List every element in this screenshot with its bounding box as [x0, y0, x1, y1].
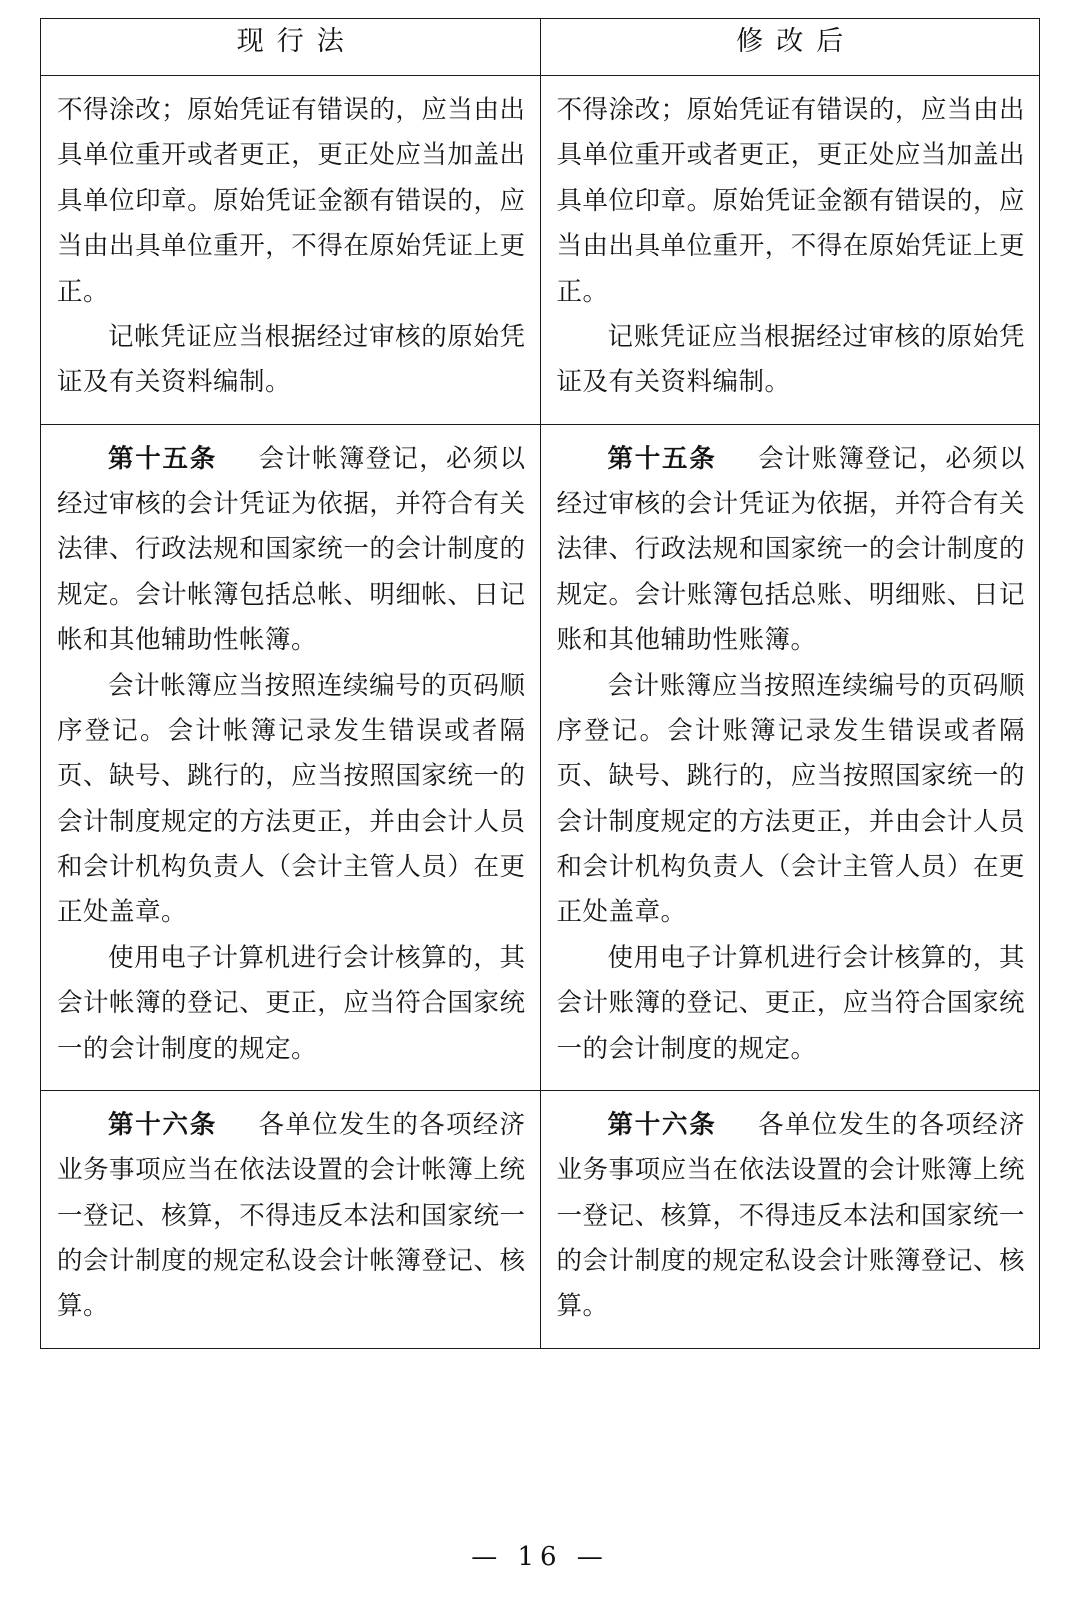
paragraph [557, 437, 1026, 664]
paragraph [57, 1103, 526, 1330]
cell-current-continued [41, 76, 541, 425]
cell-amended-article-fifteen [540, 424, 1040, 1090]
paragraph-text: 会计账簿登记，必须以经过审核的会计凭证为依据，并符合有关法律、行政法规和国家统一的会计制度的规定。会计账簿包括总账、明细账、日记账和其他辅助性账簿。 [556, 443, 1025, 656]
paragraph: 记账凭证应当根据经过审核的原始凭证及有关资料编制。 [556, 321, 1025, 398]
cell-amended-article-sixteen [540, 1090, 1040, 1348]
article-label: 第十六条 [607, 1109, 717, 1140]
paragraph: 使用电子计算机进行会计核算的，其会计帐簿的登记、更正，应当符合国家统一的会计制度的规定。 [57, 942, 526, 1064]
cell-current-article-sixteen [41, 1090, 541, 1348]
comparison-table [40, 18, 1040, 1349]
paragraph [557, 1103, 1026, 1330]
paragraph-text: 会计帐簿登记，必须以经过审核的会计凭证为依据，并符合有关法律、行政法规和国家统一的会计制度的规定。会计帐簿包括总帐、明细帐、日记帐和其他辅助性帐簿。 [57, 443, 526, 656]
article-label: 第十六条 [108, 1109, 218, 1140]
page-number: — 16 — [471, 1542, 609, 1572]
cell-amended-continued [540, 76, 1040, 425]
paragraph [57, 437, 526, 664]
table-row [41, 1090, 1040, 1348]
paragraph: 会计账簿应当按照连续编号的页码顺序登记。会计账簿记录发生错误或者隔页、缺号、跳行的，应当按照国家统一的会计制度规定的方法更正，并由会计人员和会计机构负责人（会计主管人员）在更正处盖章。 [556, 670, 1025, 928]
table-header-row [41, 19, 1040, 76]
column-header-amended [540, 19, 1040, 76]
column-header-current [41, 19, 541, 76]
paragraph-text: 各单位发生的各项经济业务事项应当在依法设置的会计账簿上统一登记、核算，不得违反本法和国家统一的会计制度的规定私设会计账簿登记、核算。 [556, 1109, 1025, 1322]
table-row [41, 76, 1040, 425]
paragraph-text: 各单位发生的各项经济业务事项应当在依法设置的会计帐簿上统一登记、核算，不得违反本法和国家统一的会计制度的规定私设会计帐簿登记、核算。 [57, 1109, 526, 1322]
article-label: 第十五条 [108, 443, 218, 474]
paragraph: 不得涂改；原始凭证有错误的，应当由出具单位重开或者更正，更正处应当加盖出具单位印章。原始凭证金额有错误的，应当由出具单位重开，不得在原始凭证上更正。 [57, 95, 526, 307]
cell-current-article-fifteen [41, 424, 541, 1090]
page-footer [0, 1542, 1080, 1572]
paragraph: 不得涂改；原始凭证有错误的，应当由出具单位重开或者更正，更正处应当加盖出具单位印章。原始凭证金额有错误的，应当由出具单位重开，不得在原始凭证上更正。 [556, 95, 1025, 307]
paragraph: 会计帐簿应当按照连续编号的页码顺序登记。会计帐簿记录发生错误或者隔页、缺号、跳行的，应当按照国家统一的会计制度规定的方法更正，并由会计人员和会计机构负责人（会计主管人员）在更正处盖章。 [57, 670, 526, 928]
column-header-amended-label: 修改后 [736, 26, 857, 57]
article-label: 第十五条 [607, 443, 717, 474]
column-header-current-label: 现行法 [236, 26, 357, 57]
table-row [41, 424, 1040, 1090]
paragraph: 使用电子计算机进行会计核算的，其会计账簿的登记、更正，应当符合国家统一的会计制度的规定。 [556, 942, 1025, 1064]
paragraph: 记帐凭证应当根据经过审核的原始凭证及有关资料编制。 [57, 321, 526, 398]
